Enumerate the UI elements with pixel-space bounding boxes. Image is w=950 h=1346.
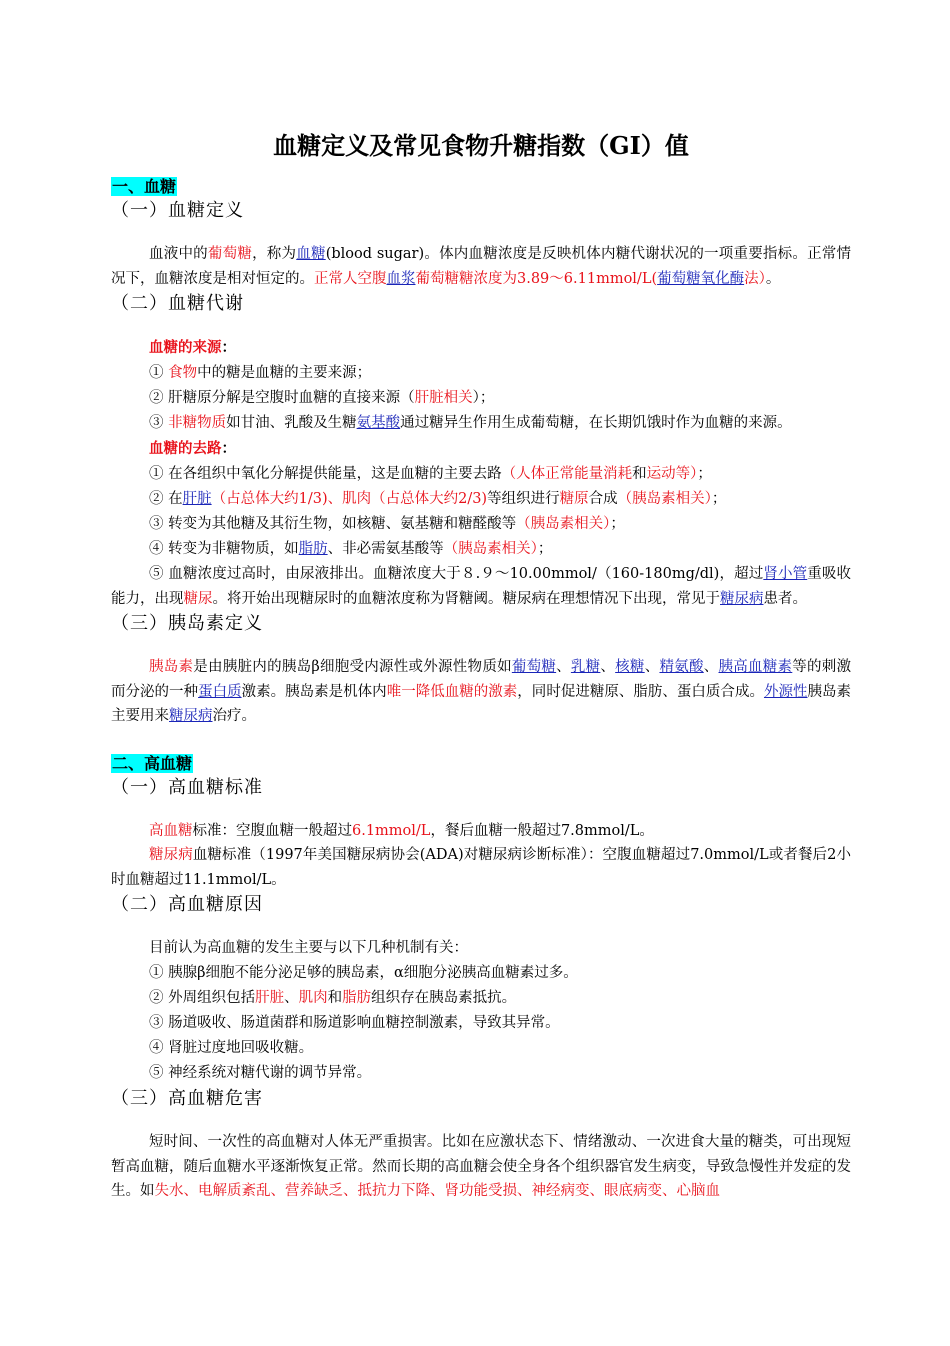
link-renal-tubule[interactable]: 肾小管 [763,566,808,582]
paragraph-hyperglycemia-harm: 短时间、一次性的高血糖对人体无严重损害。比如在应激状态下、情绪激动、一次进食大量的糖类，可出现短暂高血糖，随后血糖水平逐渐恢复正常。然而长期的高血糖会使全身各个组织器官发生病变，导致急慢性并发症的发生。如失水、电解质紊乱、营养缺乏、抵抗力下降、肾功能受损、神经病变、眼底病变、心脑血 [111,1134,851,1199]
list-item-destination-1: ① 在各组织中氧化分解提供能量，这是血糖的主要去路（人体正常能量消耗和运动等）； [149,466,712,482]
link-protein[interactable]: 蛋白质 [198,683,242,700]
link-diabetes[interactable]: 糖尿病 [720,590,764,607]
link-arginine[interactable]: 精氨酸 [659,659,704,675]
link-amino-acid[interactable]: 氨基酸 [356,415,401,431]
link-plasma[interactable]: 血浆 [386,270,416,287]
paragraph-hyperglycemia-standard: 高血糖标准：空腹血糖一般超过6.1mmol/L，餐后血糖一般超过7.8mmol/L。 [149,822,654,839]
list-item-source-3: ③ 非糖物质如甘油、乳酸及生糖氨基酸通过糖异生作用生成葡萄糖，在长期饥饿时作为血糖的来源。 [149,415,792,431]
link-lactose[interactable]: 乳糖 [570,659,601,675]
link-fat[interactable]: 脂肪 [298,541,328,557]
document-page [111,128,851,1204]
paragraph-diabetes-standard: 糖尿病血糖标准（1997年美国糖尿病协会(ADA)对糖尿病诊断标准）：空腹血糖超过7.0mmol/L或者餐后2小时血糖超过11.1mmol/L。 [111,847,851,888]
link-blood-sugar[interactable]: 血糖 [296,246,326,262]
subheading-blood-sugar-definition: （一）血糖定义 [111,200,244,221]
section-heading-blood-sugar [111,176,851,198]
section-heading-hyperglycemia [111,753,851,775]
subheading-hyperglycemia-causes: （二）高血糖原因 [111,894,263,915]
link-exogenous[interactable]: 外源性 [763,683,808,700]
list-item-destination-4: ④ 转变为非糖物质，如脂肪、非必需氨基酸等（胰岛素相关）； [149,541,553,557]
list-item-cause-4: ④ 肾脏过度地回吸收糖。 [149,1040,314,1056]
page-title: 血糖定义及常见食物升糖指数（GI）值 [273,131,689,160]
source-label: 血糖的来源： [149,339,236,356]
list-item-destination-3: ③ 转变为其他糖及其衍生物，如核糖、氨基糖和糖醛酸等（胰岛素相关）； [149,516,625,532]
link-glucose[interactable]: 葡萄糖 [511,659,557,675]
link-ribose[interactable]: 核糖 [615,659,645,675]
subheading-hyperglycemia-standard: （一）高血糖标准 [111,776,263,798]
section-label: 一、血糖 [112,177,177,196]
list-item-destination-2: ② 在肝脏（占总体大约1/3)、肌肉（占总体大约2/3)等组织进行糖原合成（胰岛素相关）； [149,491,727,507]
list-item-cause-1: ① 胰腺β细胞不能分泌足够的胰岛素，α细胞分泌胰高血糖素过多。 [149,965,578,981]
link-diabetes-2[interactable]: 糖尿病 [169,708,213,724]
paragraph-blood-sugar-definition: 血液中的葡萄糖，称为血糖(blood sugar)。体内血糖浓度是反映机体内糖代谢状况的一项重要指标。正常情况下，血糖浓度是相对恒定的。正常人空腹血浆葡萄糖糖浓度为3.89～6.11mmol/L(葡萄糖氧化酶法）。 [111,246,852,287]
section-label: 二、高血糖 [112,753,193,773]
destination-label: 血糖的去路： [149,440,236,457]
list-item-source-2: ② 肝糖原分解是空腹时血糖的直接来源（肝脏相关）； [149,390,495,406]
list-item-source-1: ① 食物中的糖是血糖的主要来源； [149,365,372,381]
paragraph-insulin-definition: 胰岛素是由胰脏内的胰岛β细胞受内源性或外源性物质如葡萄糖、乳糖、核糖、精氨酸、胰高血糖素等的刺激而分泌的一种蛋白质激素。胰岛素是机体内唯一降低血糖的激素，同时促进糖原、脂肪、蛋白质合成。外源性胰岛素主要用来糖尿病治疗。 [111,659,852,724]
list-item-cause-3: ③ 肠道吸收、肠道菌群和肠道影响血糖控制激素，导致其异常。 [149,1015,560,1031]
subheading-blood-sugar-metabolism: （二）血糖代谢 [111,293,244,314]
list-item-cause-5: ⑤ 神经系统对糖代谢的调节异常。 [149,1065,372,1081]
causes-intro: 目前认为高血糖的发生主要与以下几种机制有关： [149,940,468,956]
link-glucagon[interactable]: 胰高血糖素 [718,659,793,675]
subheading-insulin-definition: （三）胰岛素定义 [111,613,263,634]
list-item-destination-5: ⑤ 血糖浓度过高时，由尿液排出。血糖浓度大于８.９～10.00mmol/（160-180mg/dl)，超过肾小管重吸收能力，出现糖尿。将开始出现糖尿时的血糖浓度称为肾糖阈。糖尿病在理想情况下出现，常见于糖尿病患者。 [111,566,852,607]
list-item-cause-2: ② 外周组织包括肝脏、肌肉和脂肪组织存在胰岛素抵抗。 [149,990,517,1006]
link-liver[interactable]: 肝脏 [182,491,212,507]
subheading-hyperglycemia-harm: （三）高血糖危害 [111,1088,263,1109]
link-glucose-oxidase[interactable]: 葡萄糖氧化酶 [657,270,745,287]
